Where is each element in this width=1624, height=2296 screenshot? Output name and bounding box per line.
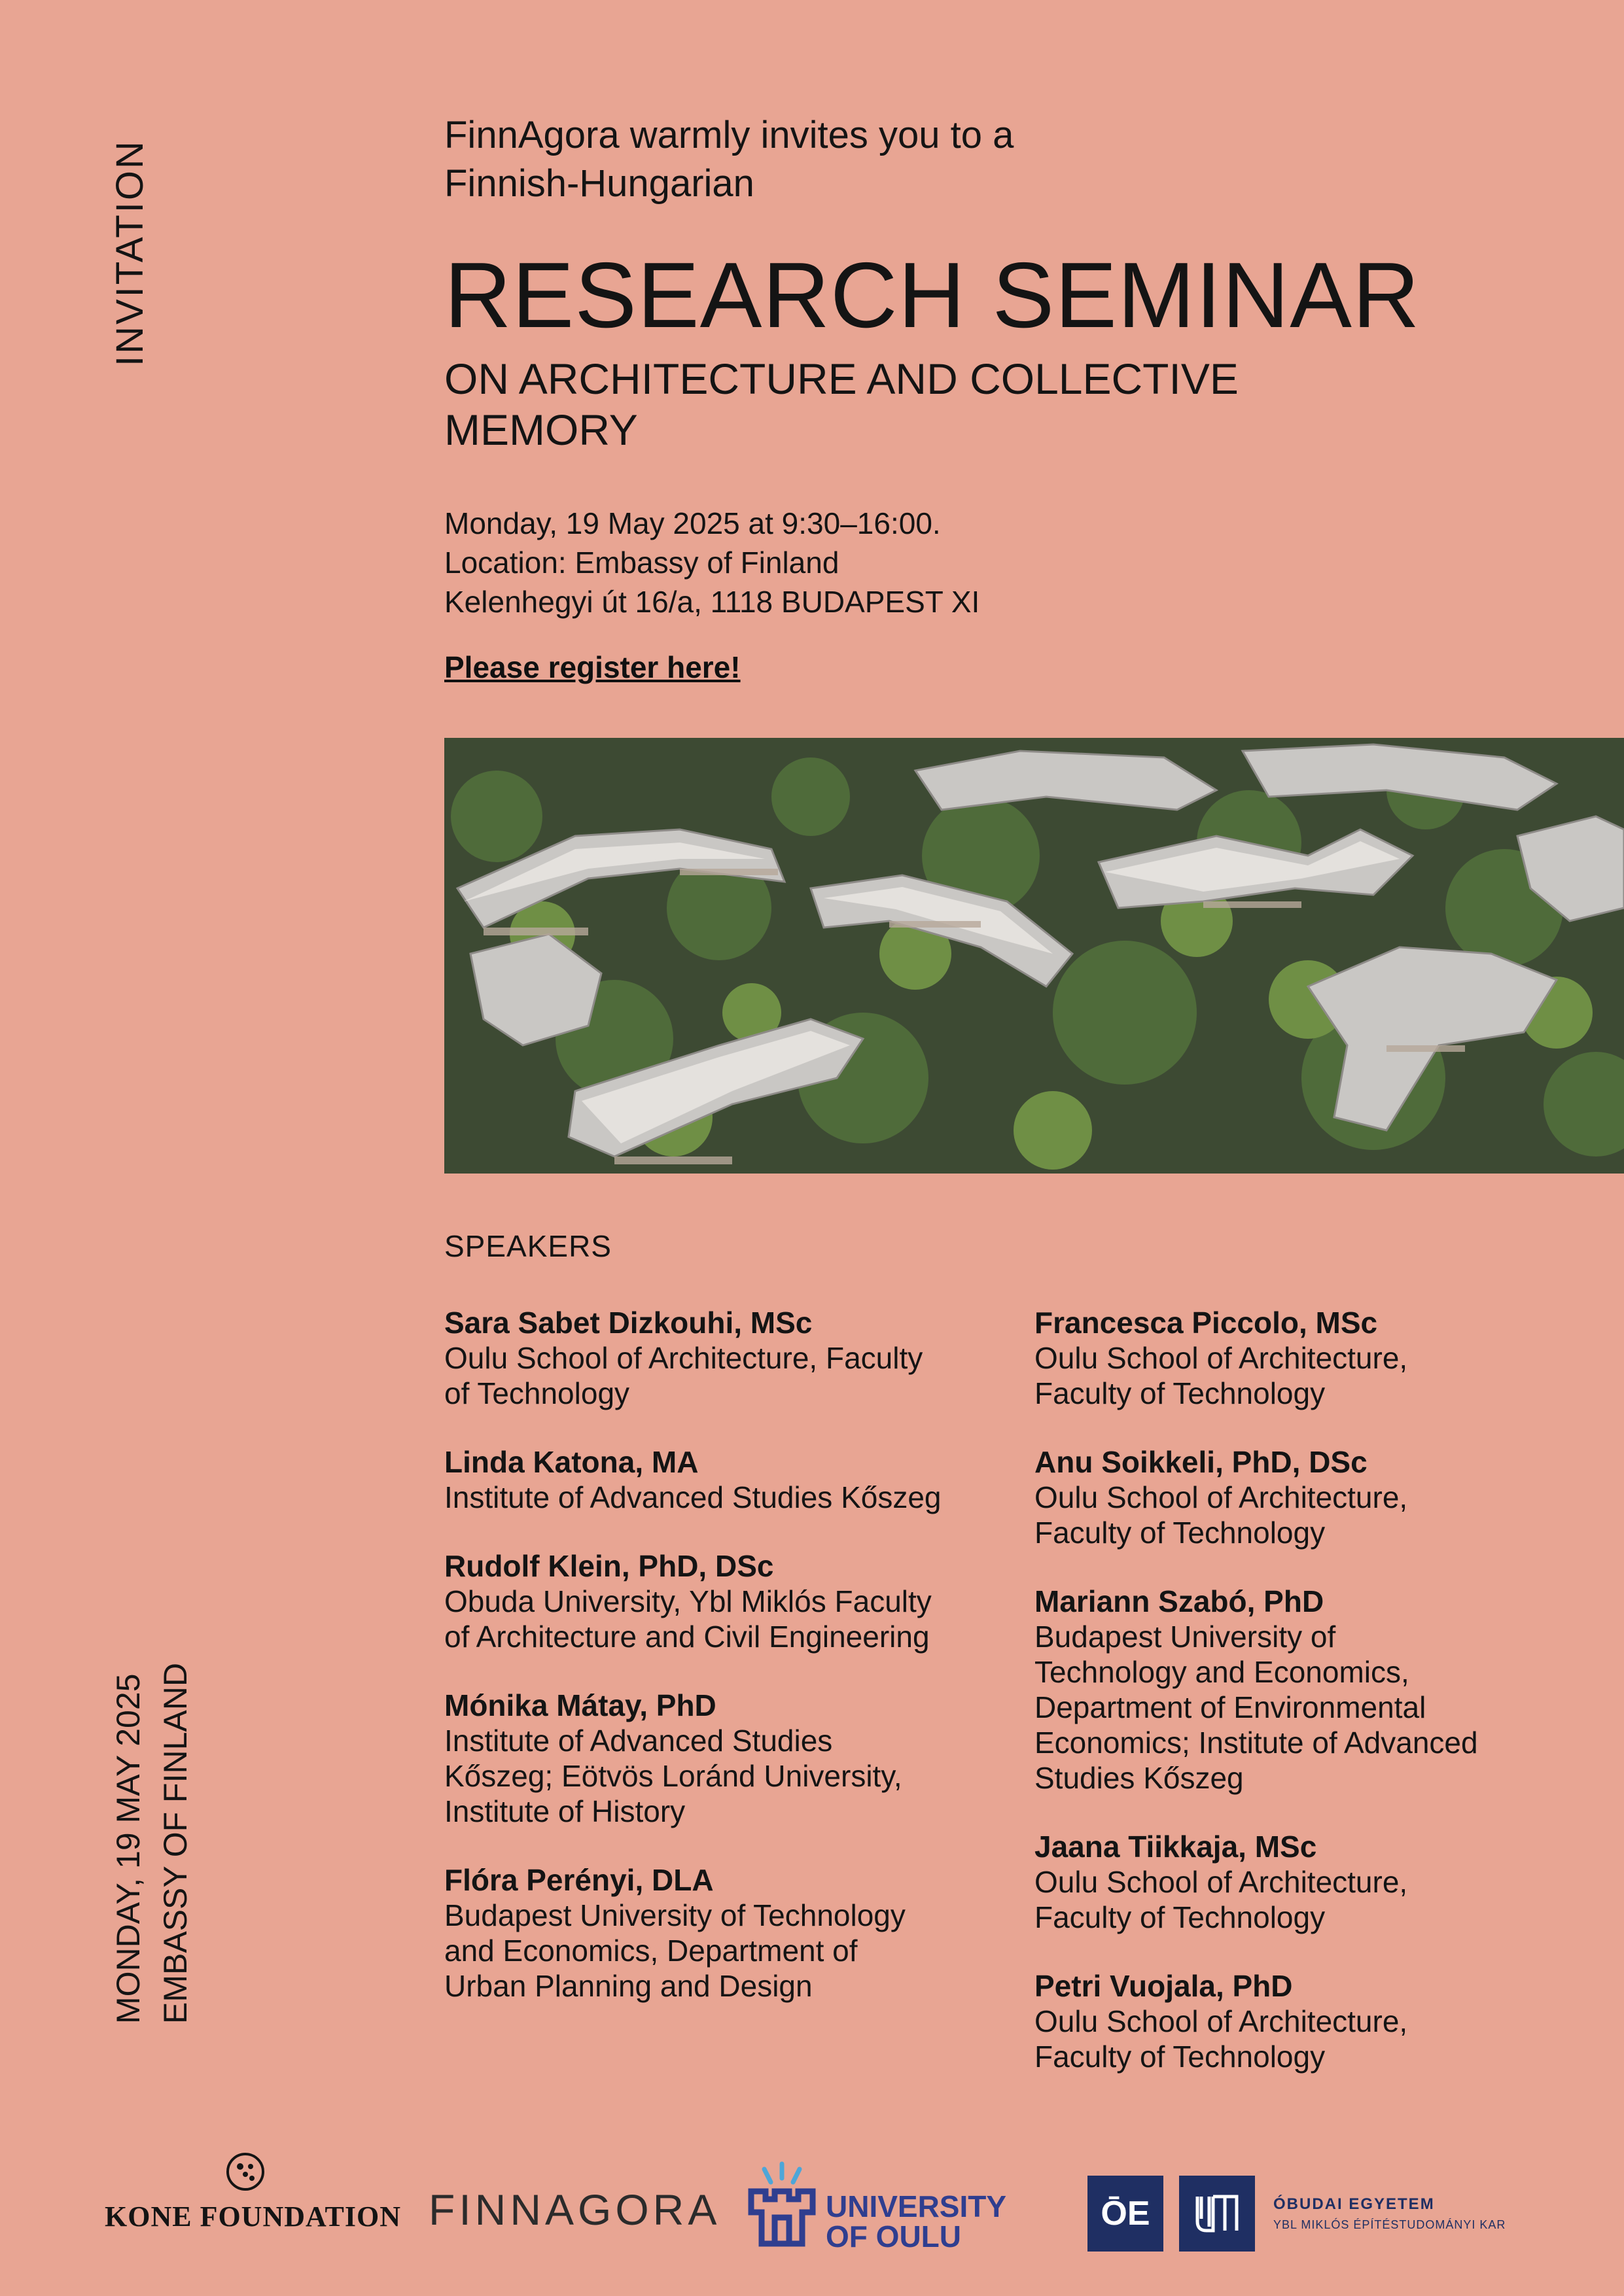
speaker-affiliation-line: Oulu School of Architecture, <box>1034 2004 1408 2038</box>
speaker-affiliation-line: Department of Environmental <box>1034 1690 1426 1724</box>
speaker-entry <box>1034 1829 1623 1935</box>
event-date-time: Monday, 19 May 2025 at 9:30–16:00. <box>444 506 941 540</box>
intro-text <box>444 111 1014 208</box>
speaker-affiliation-line: Budapest University of Technology <box>444 1898 906 1932</box>
speaker-affiliation-line: Kőszeg; Eötvös Loránd University, <box>444 1759 902 1793</box>
event-address: Kelenhegyi út 16/a, 1118 BUDAPEST XI <box>444 585 980 619</box>
speaker-affiliation-line: Studies Kőszeg <box>1034 1761 1244 1795</box>
speaker-affiliation-line: Oulu School of Architecture, Faculty <box>444 1341 923 1375</box>
speaker-affiliation-line: of Technology <box>444 1376 630 1410</box>
ybl-emblem-icon <box>1179 2176 1255 2252</box>
speaker-name: Mónika Mátay, PhD <box>444 1688 716 1722</box>
speaker-entry <box>1034 1444 1623 1550</box>
register-link[interactable]: Please register here! <box>444 650 741 684</box>
finnagora-logo: FINNAGORA <box>429 2185 721 2234</box>
intro-line-2: Finnish-Hungarian <box>444 162 754 205</box>
page-subtitle <box>444 353 1360 455</box>
speaker-name: Mariann Szabó, PhD <box>1034 1584 1324 1618</box>
speaker-name: Francesca Piccolo, MSc <box>1034 1306 1378 1340</box>
subtitle-line-2: MEMORY <box>444 406 638 454</box>
page-title: RESEARCH SEMINAR <box>444 243 1421 347</box>
speaker-name: Jaana Tiikkaja, MSc <box>1034 1830 1317 1864</box>
oulu-wordmark-line-2: OF OULU <box>826 2219 961 2253</box>
side-date-venue <box>105 1663 199 2024</box>
speaker-entry <box>444 1688 1007 1829</box>
kone-emblem-icon <box>226 2152 265 2191</box>
speaker-entry <box>444 1305 1007 1411</box>
speaker-entry <box>1034 1305 1623 1411</box>
speaker-affiliation-line: Institute of History <box>444 1794 686 1828</box>
speaker-name: Sara Sabet Dizkouhi, MSc <box>444 1306 813 1340</box>
side-venue-line: EMBASSY OF FINLAND <box>157 1663 194 2024</box>
speaker-name: Rudolf Klein, PhD, DSc <box>444 1549 774 1583</box>
speaker-entry <box>444 1548 1007 1654</box>
speakers-heading: SPEAKERS <box>444 1229 612 1263</box>
speaker-name: Anu Soikkeli, PhD, DSc <box>1034 1445 1368 1479</box>
event-details <box>444 504 980 621</box>
speaker-affiliation-line: Obuda University, Ybl Miklós Faculty <box>444 1584 932 1618</box>
speakers-column-right <box>1034 1305 1623 2108</box>
speaker-entry <box>1034 1584 1623 1796</box>
speaker-affiliation-line: Faculty of Technology <box>1034 1376 1326 1410</box>
speaker-affiliation-line: Urban Planning and Design <box>444 1969 813 2003</box>
oulu-wordmark-line-1: UNIVERSITY <box>826 2189 1007 2223</box>
speaker-affiliation-line: Oulu School of Architecture, <box>1034 1865 1408 1899</box>
intro-line-1: FinnAgora warmly invites you to a <box>444 114 1014 156</box>
side-date-line: MONDAY, 19 MAY 2025 <box>110 1673 147 2024</box>
obuda-oe-mark: ŌE <box>1087 2176 1163 2252</box>
speakers-column-left <box>444 1305 1007 2037</box>
speaker-name: Flóra Perényi, DLA <box>444 1863 714 1897</box>
obuda-wordmark-line-2: YBL MIKLÓS ÉPÍTÉSTUDOMÁNYI KAR <box>1273 2218 1506 2231</box>
university-of-oulu-logo <box>746 2159 1021 2253</box>
ybl-emblem-svg <box>1179 2176 1255 2252</box>
speaker-affiliation-line: Oulu School of Architecture, <box>1034 1480 1408 1514</box>
oulu-wordmark <box>826 2191 1006 2252</box>
aerial-housing-illustration <box>444 738 1624 1174</box>
subtitle-line-1: ON ARCHITECTURE AND COLLECTIVE <box>444 355 1239 403</box>
speaker-affiliation-line: Technology and Economics, <box>1034 1655 1409 1689</box>
speaker-affiliation-line: Faculty of Technology <box>1034 1900 1326 1934</box>
speaker-affiliation-line: Economics; Institute of Advanced <box>1034 1726 1478 1760</box>
speaker-affiliation-line: and Economics, Department of <box>444 1934 858 1968</box>
obuda-wordmark <box>1273 2194 1506 2235</box>
speaker-entry <box>444 1444 1007 1515</box>
speaker-name: Linda Katona, MA <box>444 1445 699 1479</box>
speaker-affiliation-line: of Architecture and Civil Engineering <box>444 1620 930 1654</box>
obuda-wordmark-line-1: ÓBUDAI EGYETEM <box>1273 2195 1435 2213</box>
speaker-affiliation-line: Oulu School of Architecture, <box>1034 1341 1408 1375</box>
event-location: Location: Embassy of Finland <box>444 546 839 580</box>
hero-aerial-photo <box>444 738 1624 1174</box>
speaker-entry <box>444 1862 1007 2004</box>
speaker-affiliation-line: Institute of Advanced Studies Kőszeg <box>444 1480 942 1514</box>
speaker-affiliation-line: Faculty of Technology <box>1034 2040 1326 2074</box>
speaker-entry <box>1034 1968 1623 2074</box>
speaker-affiliation-line: Faculty of Technology <box>1034 1516 1326 1550</box>
speaker-name: Petri Vuojala, PhD <box>1034 1969 1293 2003</box>
speaker-affiliation-line: Institute of Advanced Studies <box>444 1724 833 1758</box>
kone-foundation-wordmark: KONE FOUNDATION <box>105 2200 401 2233</box>
side-invitation-label: INVITATION <box>109 139 151 366</box>
speaker-affiliation-line: Budapest University of <box>1034 1620 1336 1654</box>
kone-foundation-logo <box>105 2152 401 2233</box>
oulu-tower-icon <box>746 2159 818 2250</box>
